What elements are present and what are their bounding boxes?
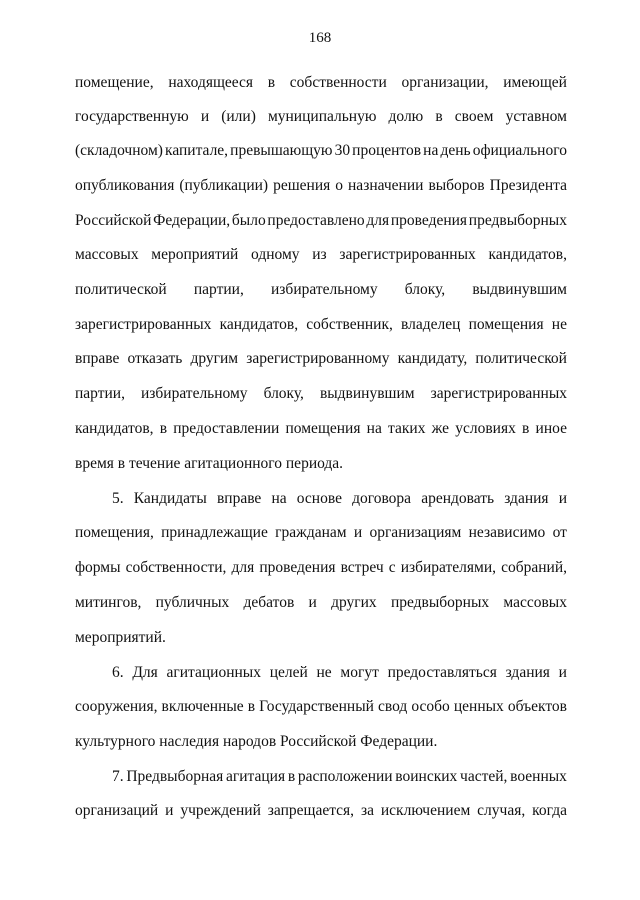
word: помещение, [75, 74, 154, 91]
word: партии, [193, 281, 244, 298]
word: из [312, 246, 327, 263]
word: 5. [112, 490, 124, 507]
word: митингов, [75, 594, 142, 611]
word: в [287, 768, 296, 785]
word: других [331, 594, 377, 611]
word: от [552, 524, 567, 541]
word: в [159, 420, 168, 437]
word: и [200, 108, 210, 125]
word: муниципальную [267, 108, 377, 125]
word: политической [75, 281, 167, 298]
word: принадлежащие [161, 524, 268, 541]
word: Для [132, 664, 158, 681]
word: одному [251, 246, 300, 263]
word: воинских [395, 768, 458, 785]
word: массовых [75, 246, 139, 263]
word: основе [296, 490, 342, 507]
word: зарегистрированных [339, 246, 476, 263]
word: о [335, 177, 344, 194]
word: долю [388, 108, 424, 125]
word: помещения [468, 316, 544, 333]
word: кандидатов, [219, 316, 299, 333]
word: договора [352, 490, 412, 507]
word: предоставлено [267, 212, 365, 229]
text-line [112, 662, 567, 684]
word: случая, [477, 802, 526, 819]
word: агитация [226, 768, 286, 785]
word: Государственный [259, 698, 374, 715]
text-line [75, 522, 567, 544]
word: проведения [259, 559, 336, 576]
word: объектов [507, 698, 567, 715]
text-line [75, 348, 567, 370]
word: иное [535, 420, 567, 437]
word: предвыборных [468, 212, 567, 229]
word: кандидатов, [75, 420, 154, 437]
word: проведения [390, 212, 468, 229]
word: предоставлении [173, 420, 280, 437]
word: Предвыборная [126, 768, 224, 785]
word: 30 [334, 142, 351, 159]
word: организациям [369, 524, 462, 541]
word: 6. [112, 664, 124, 681]
word: своем [454, 108, 494, 125]
text-line: культурного наследия народов Российской Федерации. [75, 733, 438, 750]
word: 7. [112, 768, 124, 785]
word: исключением [380, 802, 471, 819]
word: и [558, 664, 567, 681]
word: формы [75, 559, 121, 576]
word: назначении [348, 177, 424, 194]
word: дебатов [243, 594, 295, 611]
text-line [75, 244, 567, 266]
word: ценных [453, 698, 504, 715]
text-line [75, 557, 567, 579]
word: здания [505, 664, 550, 681]
word: публичных [155, 594, 230, 611]
text-line [75, 314, 567, 336]
word: кандидату, [397, 350, 468, 367]
word: собственник, [306, 316, 393, 333]
text-line [75, 383, 567, 405]
word: партии, [75, 385, 125, 402]
word: на [366, 420, 382, 437]
word: для [366, 212, 390, 229]
word: в [435, 108, 443, 125]
word: и [353, 524, 363, 541]
word: в [267, 74, 276, 91]
word: встреч [340, 559, 384, 576]
word: на [271, 490, 287, 507]
word: владелец [401, 316, 461, 333]
text-line [75, 72, 567, 94]
word: государственную [75, 108, 189, 125]
word: сооружения, [75, 698, 158, 715]
text-line [75, 106, 567, 128]
word: избирательному [271, 281, 378, 298]
word: блоку, [404, 281, 446, 298]
word: таких [388, 420, 426, 437]
word: Кандидаты [133, 490, 207, 507]
word: и [558, 490, 567, 507]
text-line: время в течение агитационного периода. [75, 455, 344, 472]
word: и [308, 594, 317, 611]
text-line [75, 175, 567, 197]
word: собраний, [501, 559, 567, 576]
word: за [360, 802, 374, 819]
word: избирателями, [400, 559, 497, 576]
word: предоставляться [387, 664, 497, 681]
word: же [431, 420, 450, 437]
word: капитале, [165, 142, 229, 159]
word: Федерации, [153, 212, 231, 229]
word: Президента [489, 177, 567, 194]
word: (складочном) [75, 142, 163, 159]
text-line [75, 592, 567, 614]
word: арендовать [421, 490, 495, 507]
word: массовых [503, 594, 567, 611]
word: на [423, 142, 439, 159]
word: здания [504, 490, 549, 507]
word: опубликования [75, 177, 175, 194]
word: выборов [428, 177, 485, 194]
word: не [316, 664, 332, 681]
word: гражданам [275, 524, 347, 541]
word: в [522, 420, 530, 437]
word: запрещается, [267, 802, 355, 819]
word: собственности, [125, 559, 227, 576]
word: день [440, 142, 471, 159]
word: (или) [221, 108, 256, 125]
word: официального [472, 142, 567, 159]
word: особо [411, 698, 450, 715]
word: зарегистрированному [246, 350, 390, 367]
word: кандидатов, [488, 246, 567, 263]
word: организаций [75, 802, 159, 819]
word: условиях [455, 420, 516, 437]
word: блоку, [263, 385, 304, 402]
text-line [75, 418, 567, 440]
word: свод [378, 698, 408, 715]
word: другим [190, 350, 239, 367]
text-line [75, 210, 567, 232]
word: уставном [505, 108, 567, 125]
word: независимо [468, 524, 546, 541]
word: собственности [289, 74, 387, 91]
word: частей, [460, 768, 508, 785]
word: выдвинувшим [472, 281, 567, 298]
word: вправе [216, 490, 262, 507]
word: было [231, 212, 266, 229]
word: когда [532, 802, 567, 819]
word: в [247, 698, 256, 715]
word: предвыборных [390, 594, 490, 611]
word: учреждений [180, 802, 261, 819]
word: зарегистрированных [75, 316, 212, 333]
word: военных [510, 768, 567, 785]
text-line [112, 766, 567, 788]
word: агитационных [166, 664, 261, 681]
word: Российской [75, 212, 152, 229]
text-line [75, 696, 567, 718]
word: для [231, 559, 255, 576]
word: включенные [161, 698, 244, 715]
word: процентов [352, 142, 422, 159]
word: вправе [75, 350, 120, 367]
word: целей [269, 664, 308, 681]
word: имеющей [503, 74, 567, 91]
page-number: 168 [308, 30, 332, 46]
text-line [112, 488, 567, 510]
text-line [75, 800, 567, 822]
word: могут [340, 664, 379, 681]
word: не [551, 316, 567, 333]
word: решения [273, 177, 331, 194]
word: (публикации) [179, 177, 269, 194]
word: отказать [127, 350, 183, 367]
word: помещения, [75, 524, 154, 541]
word: расположении [297, 768, 393, 785]
word: с [388, 559, 396, 576]
text-line [75, 140, 567, 162]
word: помещения [285, 420, 361, 437]
word: политической [475, 350, 567, 367]
word: находящееся [168, 74, 254, 91]
word: избирательному [140, 385, 248, 402]
word: зарегистрированных [430, 385, 567, 402]
word: мероприятий [151, 246, 239, 263]
word: и [165, 802, 174, 819]
word: организации, [401, 74, 489, 91]
text-line: мероприятий. [75, 629, 166, 646]
text-line [75, 279, 567, 301]
word: выдвинувшим [319, 385, 415, 402]
word: превышающую [230, 142, 333, 159]
